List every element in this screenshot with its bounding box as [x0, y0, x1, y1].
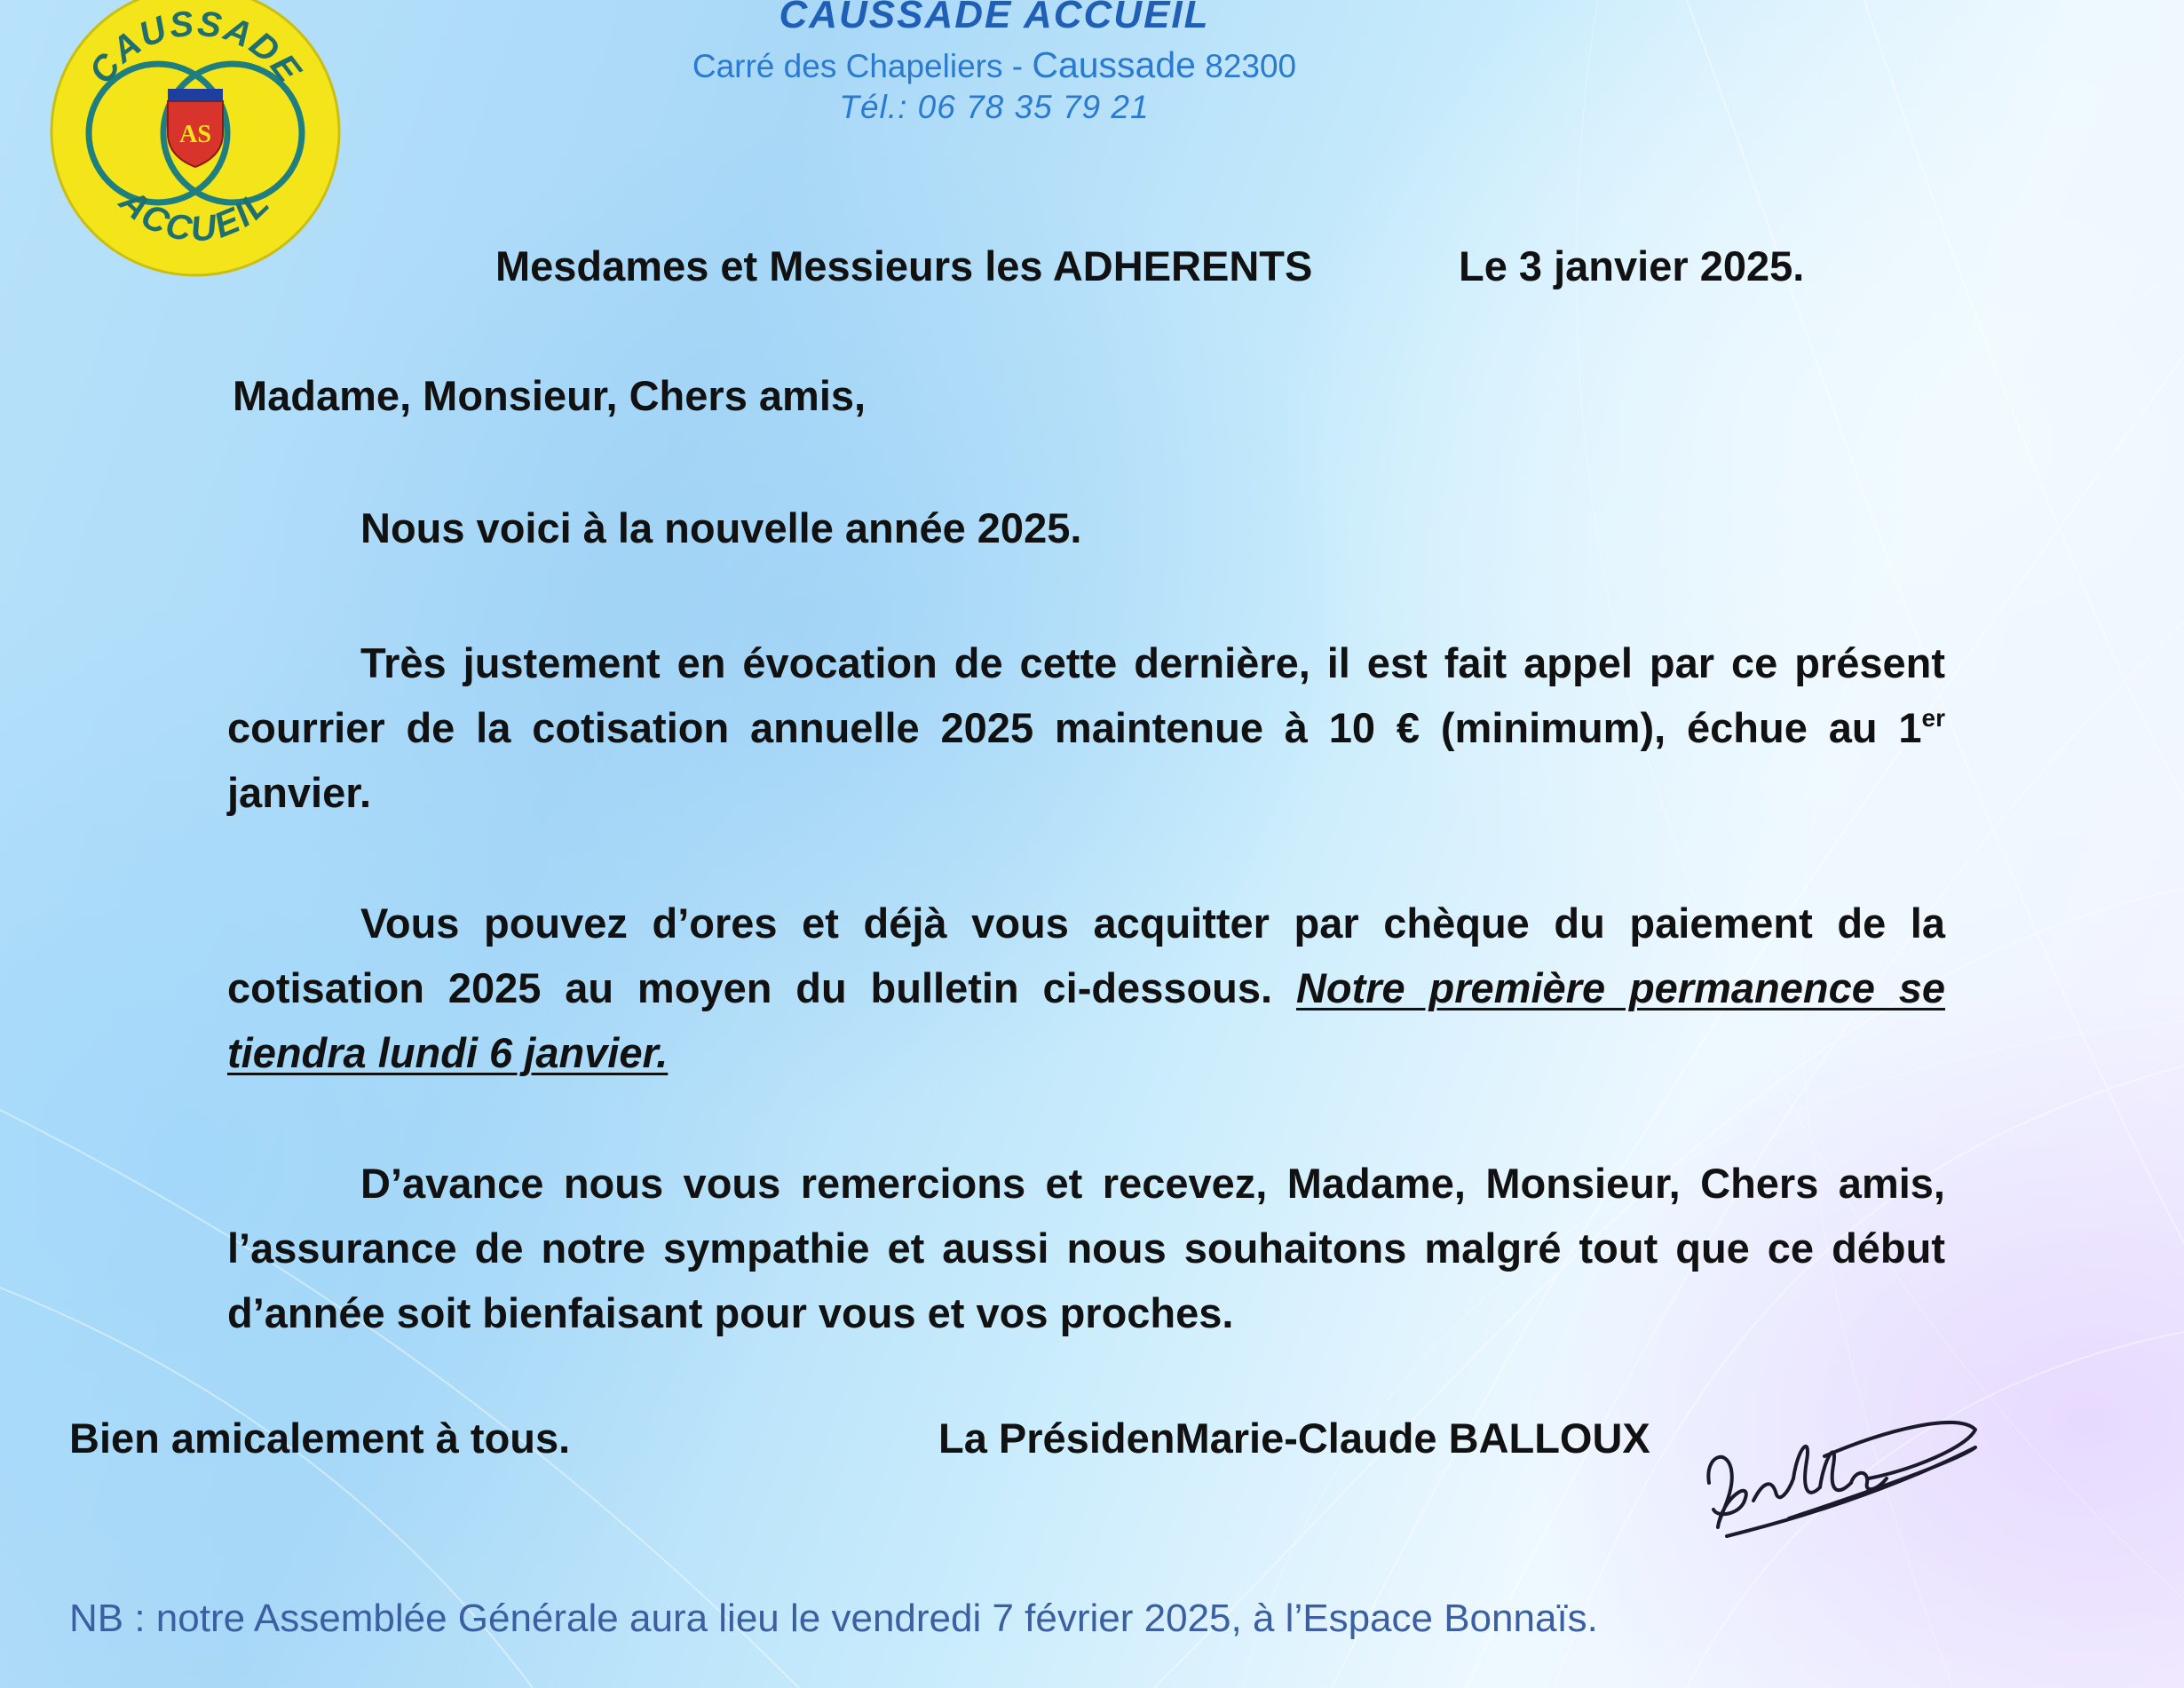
letter-signer: La PrésidenMarie-Claude BALLOUX	[938, 1415, 1650, 1462]
paragraph-thanks: D’avance nous vous remercions et recevez, Madame, Monsieur, Chers amis, l’assurance de notre sympathie et aussi nous souhaitons malgré tout que ce début d’année soit bienfaisant pour vous et vos proches.	[227, 1160, 1945, 1336]
letter-addressee: Mesdames et Messieurs les ADHERENTS	[495, 242, 1313, 289]
coat-of-arms-icon	[168, 89, 223, 167]
letter-closing: Bien amicalement à tous.	[69, 1415, 571, 1462]
general-assembly-note: NB : notre Assemblée Générale aura lieu le vendredi 7 février 2025, à l’Espace Bonnaïs.	[69, 1597, 1598, 1640]
paragraph-membership-fee: Très justement en évocation de cette dernière, il est fait appel par ce présent courrier de la cotisation annuelle 2025 maintenue à 10 € (minimum), échue au 1er janvier.	[227, 639, 1945, 816]
svg-text:AS: AS	[179, 121, 211, 148]
caussade-accueil-logo	[44, 0, 342, 280]
ordinal-superscript: er	[1921, 704, 1945, 732]
svg-text:CAUSSADE: CAUSSADE	[81, 4, 310, 91]
paragraph-new-year: Nous voici à la nouvelle année 2025.	[360, 504, 1082, 551]
svg-text:ACCUEIL: ACCUEIL	[112, 181, 279, 250]
organization-address: Carré des Chapeliers - Caussade 82300	[692, 44, 1297, 85]
paragraph-payment: Vous pouvez d’ores et déjà vous acquitter par chèque du paiement de la cotisation 2025 au moyen du bulletin ci-dessous. Notre première permanence se tiendra lundi 6 janvier.	[227, 899, 1945, 1076]
address-city: Caussade	[1032, 44, 1196, 85]
letter-date: Le 3 janvier 2025.	[1459, 242, 1805, 289]
organization-phone: Tél.: 06 78 35 79 21	[839, 89, 1150, 125]
first-session-notice: Notre première permanence se tiendra lundi 6 janvier.	[227, 964, 1945, 1076]
organization-name: CAUSSADE ACCUEIL	[779, 0, 1210, 36]
letter-salutation: Madame, Monsieur, Chers amis,	[233, 372, 866, 419]
handwritten-signature	[1691, 1394, 1984, 1572]
